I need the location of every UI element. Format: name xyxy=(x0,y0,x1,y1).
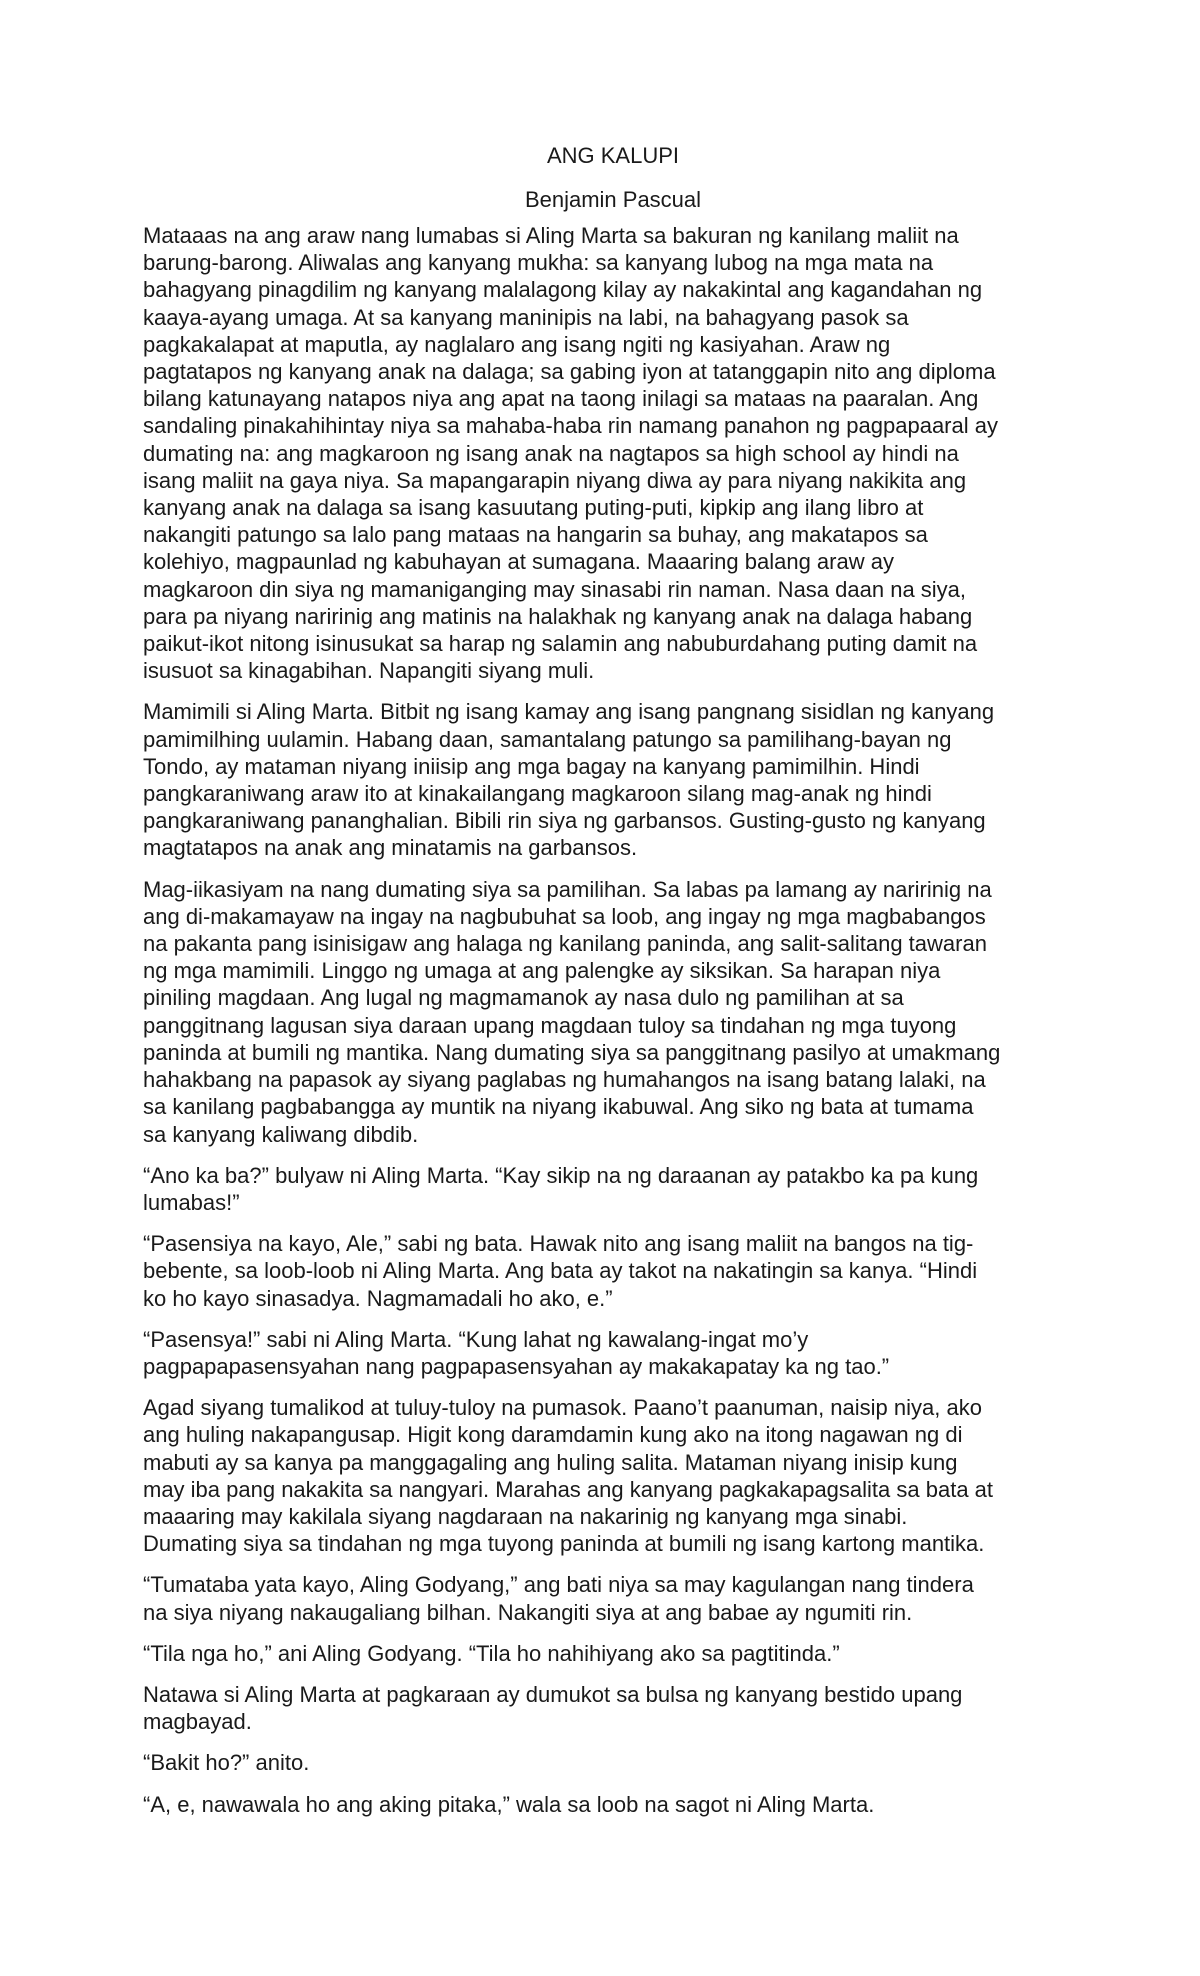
paragraph: Mataaas na ang araw nang lumabas si Aling Marta sa bakuran ng kanilang maliit na barung-barong. Aliwalas ang kanyang mukha: sa kanyang lubog na mga mata na bahagyang pinagdilim ng kanyang malalagong kilay ay nakakintal ang kagandahan ng kaaya-ayang umaga. At sa kanyang maninipis na labi, na bahagyang pasok sa pagkakalapat at maputla, ay naglalaro ang isang ngiti ng kasiyahan. Araw ng pagtatapos ng kanyang anak na dalaga; sa gabing iyon at tatanggapin nito ang diploma bilang katunayang natapos niya ang apat na taong inilagi sa mataas na paaralan. Ang sandaling pinakahihintay niya sa mahaba-haba rin namang panahon ng pagpapaaral ay dumating na: ang magkaroon ng isang anak na nagtapos sa high school ay hindi na isang maliit na gaya niya. Sa mapangarapin niyang diwa ay para niyang nakikita ang kanyang anak na dalaga sa isang kasuutang puting-puti, kipkip ang ilang libro at nakangiti patungo sa lalo pang mataas na hangarin sa buhay, ang makatapos sa kolehiyo, magpaunlad ng kabuhayan at sumagana. Maaaring balang araw ay magkaroon din siya ng mamaniganging may sinasabi rin naman. Nasa daan na siya, para pa niyang naririnig ang matinis na halakhak ng kanyang anak na dalaga habang paikut-ikot nitong isinusukat sa harap ng salamin ang nabuburdahang puting damit na isusuot sa kinagabihan. Napangiti siyang muli. xyxy=(143,223,998,684)
document-body xyxy=(143,140,1083,1832)
paragraph: Mamimili si Aling Marta. Bitbit ng isang kamay ang isang pangnang sisidlan ng kanyang pamimilhing uulamin. Habang daan, samantalang patungo sa pamilihang-bayan ng Tondo, ay mataman niyang iniisip ang mga bagay na kanyang pamimilhin. Hindi pangkaraniwang araw ito at kinakailangang magkaroon silang mag-anak ng hindi pangkaraniwang pananghalian. Bibili rin siya ng garbansos. Gusting-gusto ng kanyang magtatapos na anak ang minatamis na garbansos. xyxy=(143,699,995,861)
paragraph: Natawa si Aling Marta at pagkaraan ay dumukot sa bulsa ng kanyang bestido upang magbayad. xyxy=(143,1681,963,1735)
paragraph: “Tila nga ho,” ani Aling Godyang. “Tila ho nahihiyang ako sa pagtitinda.” xyxy=(143,1640,840,1666)
paragraph: “Pasensya!” sabi ni Aling Marta. “Kung lahat ng kawalang-ingat mo’y pagpapapasensyahan nang pagpapasensyahan ay makakapatay ka ng tao.” xyxy=(143,1326,890,1379)
paragraph: “Bakit ho?” anito. xyxy=(143,1750,310,1776)
paragraph: Agad siyang tumalikod at tuluy-tuloy na pumasok. Paano’t paanuman, naisip niya, ako ang huling nakapangusap. Higit kong daramdamin kung ako na itong nagawan ng di mabuti ay sa kanya pa manggagaling ang huling salita. Mataman niyang inisip kung may iba pang nakakita sa nangyari. Marahas ang kanyang pagkakapagsalita sa bata at maaaring may kakilala siyang nagdaraan na nakarinig ng kanyang mga sinabi. Dumating siya sa tindahan ng mga tuyong paninda at bumili ng isang kartong mantika. xyxy=(143,1395,994,1557)
paragraph: “Pasensiya na kayo, Ale,” sabi ng bata. Hawak nito ang isang maliit na bangos na tig- bebente, sa loob-loob ni Aling Marta. Ang bata ay takot na nakatingin sa kanya. “Hindi ko ho kayo sinasadya. Nagmamadali ho ako, e.” xyxy=(143,1231,978,1311)
document-author: Benjamin Pascual xyxy=(524,187,702,212)
paragraph: “A, e, nawawala ho ang aking pitaka,” wala sa loob na sagot ni Aling Marta. xyxy=(143,1791,875,1817)
paragraph: Mag-iikasiyam na nang dumating siya sa pamilihan. Sa labas pa lamang ay naririnig na ang di-makamayaw na ingay na nagbubuhat sa loob, ang ingay ng mga magbabangos na pakanta pang isinisigaw ang halaga ng kanilang paninda, ang salit-salitang tawaran ng mga mamimili. Linggo ng umaga at ang palengke ay siksikan. Sa harapan niya piniling magdaan. Ang lugal ng magmamanok ay nasa dulo ng pamilihan at sa panggitnang lagusan siya daraan upang magdaan tuloy sa tindahan ng mga tuyong paninda at bumili ng mantika. Nang dumating siya sa panggitnang pasilyo at umakmang hahakbang na papasok ay siyang paglabas ng humahangos na isang batang lalaki, na sa kanilang pagbabangga ay muntik na niyang ikabuwal. Ang siko ng bata at tumama sa kanyang kaliwang dibdib. xyxy=(143,876,1001,1147)
paragraph: “Tumataba yata kayo, Aling Godyang,” ang bati niya sa may kagulangan nang tindera na siya niyang nakaugaliang bilhan. Nakangiti siya at ang babae ay ngumiti rin. xyxy=(143,1572,974,1625)
paragraph: “Ano ka ba?” bulyaw ni Aling Marta. “Kay sikip na ng daraanan ay patakbo ka pa kung lumabas!” xyxy=(143,1162,979,1215)
document-title: ANG KALUPI xyxy=(546,143,680,168)
